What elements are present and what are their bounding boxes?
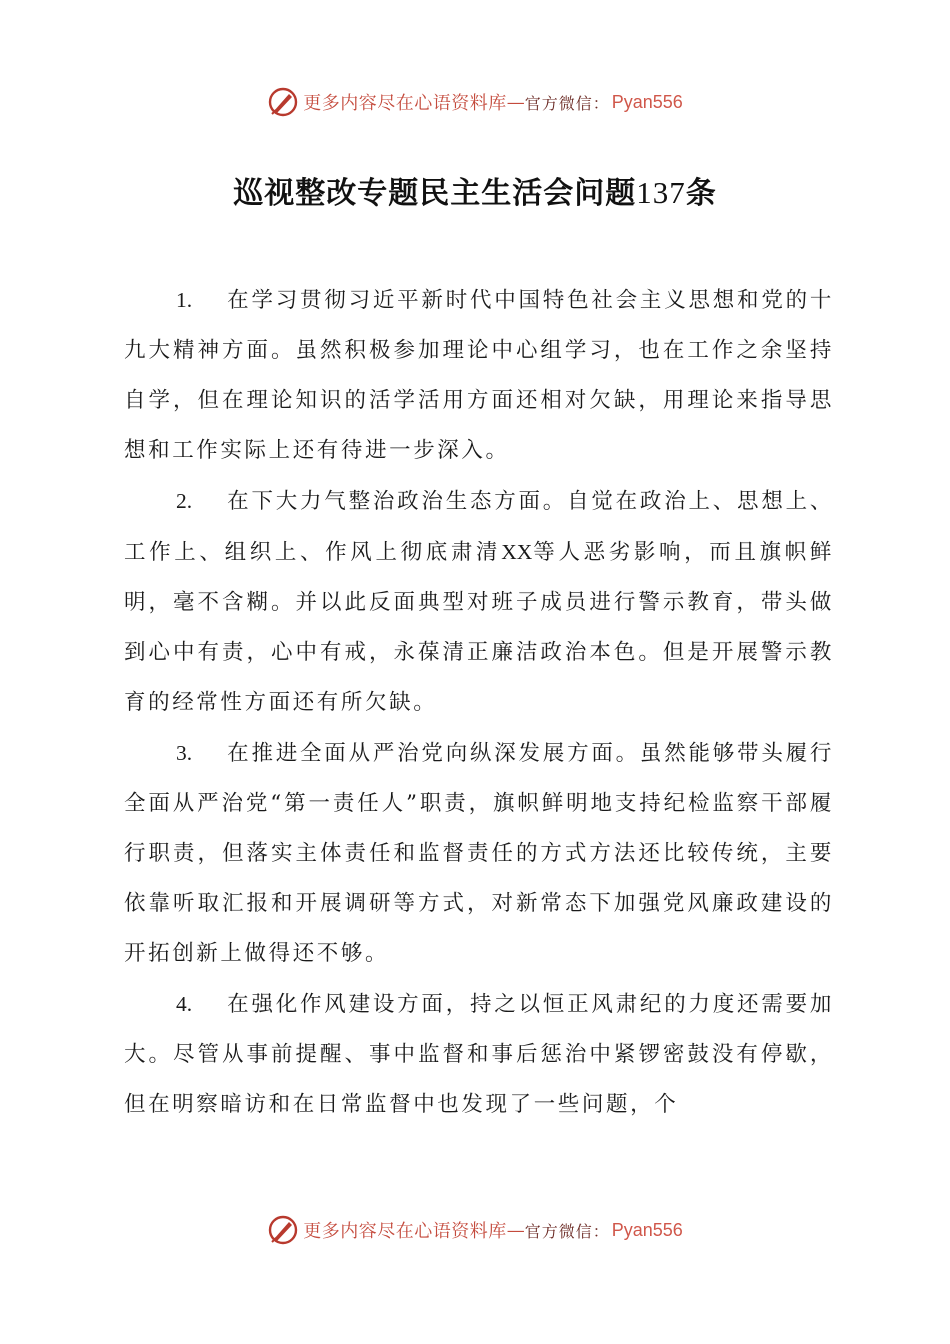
paragraph-text: 在下大力气整治政治生态方面。自觉在政治上、思想上、工作上、组织上、作风上彻底肃清 <box>124 489 834 565</box>
paragraph-latin: XX <box>501 540 533 564</box>
paragraph-number: 4. <box>176 992 193 1016</box>
watermark-header <box>0 84 950 120</box>
paragraph-3 <box>124 728 834 979</box>
paragraph-1 <box>124 275 834 476</box>
title-suffix: 条 <box>685 176 717 211</box>
paragraph-text: 在学习贯彻习近平新时代中国特色社会主义思想和党的十九大精神方面。虽然积极参加理论中心组学习，也在工作之余坚持自学，但在理论知识的活学活用方面还相对欠缺，用理论来指导思想和工作实际上还有待进一步深入。 <box>124 288 834 463</box>
title-main: 巡视整改专题民主生活会问题 <box>233 176 637 211</box>
paragraph-4 <box>124 979 834 1130</box>
paragraph-text: 等人恶劣影响，而且旗帜鲜明，毫不含糊。并以此反面典型对班子成员进行警示教育，带头做到心中有责，心中有戒，永葆清正廉洁政治本色。但是开展警示教育的经常性方面还有所欠缺。 <box>124 540 834 715</box>
paragraph-number: 1. <box>176 288 193 312</box>
watermark-brush-text: 官方微信： <box>524 1221 610 1241</box>
paragraph-number: 2. <box>176 489 193 513</box>
page-title <box>0 168 950 212</box>
watermark-brush-text: 官方微信： <box>524 93 610 113</box>
watermark-dash: — <box>506 91 525 113</box>
pen-logo-icon <box>267 1214 299 1246</box>
paragraph-2 <box>124 476 834 728</box>
watermark-text: 更多内容尽在心语资料库 <box>303 1221 507 1242</box>
document-body <box>124 275 834 1130</box>
paragraph-text: 在推进全面从严治党向纵深发展方面。虽然能够带头履行全面从严治党“第一责任人”职责，旗帜鲜明地支持纪检监察干部履行职责，但落实主体责任和监督责任的方式方法还比较传统，主要依靠听取汇报和开展调研等方式，对新常态下加强党风廉政建设的开拓创新上做得还不够。 <box>124 741 834 966</box>
watermark-id: Pyan556 <box>611 1219 683 1240</box>
paragraph-number: 3. <box>176 741 193 765</box>
watermark-id: Pyan556 <box>611 91 683 112</box>
watermark-dash: — <box>506 1219 525 1241</box>
pen-logo-icon <box>267 86 299 118</box>
watermark-footer <box>0 1212 950 1248</box>
watermark-text: 更多内容尽在心语资料库 <box>303 93 507 114</box>
paragraph-text: 在强化作风建设方面，持之以恒正风肃纪的力度还需要加大。尽管从事前提醒、事中监督和事后惩治中紧锣密鼓没有停歇，但在明察暗访和在日常监督中也发现了一些问题，个 <box>124 992 834 1117</box>
title-number: 137 <box>636 175 686 210</box>
